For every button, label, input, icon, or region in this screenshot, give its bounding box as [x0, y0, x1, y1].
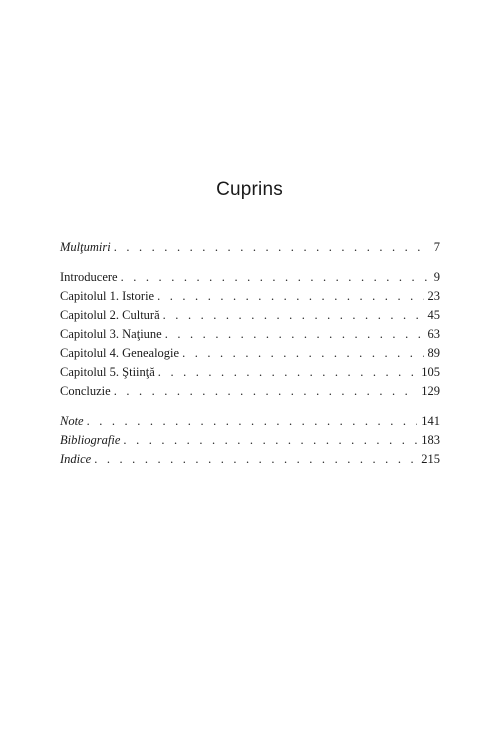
toc-entry-page: 215 [421, 452, 440, 466]
toc-entry-page: 63 [427, 327, 440, 341]
toc-leader-dots [121, 268, 430, 287]
toc-entry-page: 45 [427, 308, 440, 322]
toc-entry-capitolul-1[interactable] [60, 287, 440, 306]
toc-entry-capitolul-2[interactable] [60, 306, 440, 325]
toc-entry-label: Capitolul 2. Cultură [60, 308, 160, 322]
toc-entry-note[interactable] [60, 412, 440, 431]
toc-entry-bibliografie[interactable] [60, 431, 440, 450]
toc-entry-page: 23 [427, 289, 440, 303]
toc-leader-dots [158, 363, 417, 382]
toc-entry-label: Capitolul 5. Ştiinţă [60, 365, 155, 379]
toc-entry-page: 141 [421, 414, 440, 428]
toc-entry-label: Capitolul 4. Genealogie [60, 346, 180, 360]
page-title: Cuprins [216, 179, 283, 200]
toc-entry-capitolul-5[interactable] [60, 363, 440, 382]
toc-entry-label: Indice [60, 452, 92, 466]
toc-entry-page: 105 [421, 365, 440, 379]
toc-entry-multumiri[interactable] [60, 238, 440, 257]
toc-leader-dots [157, 287, 423, 306]
toc-entry-label: Capitolul 3. Naţiune [60, 327, 162, 341]
toc-entry-label: Bibliografie [60, 433, 121, 447]
toc-entry-page: 7 [433, 240, 440, 254]
toc-leader-dots [165, 325, 424, 344]
toc-leader-dots [182, 344, 423, 363]
table-of-contents [60, 238, 440, 469]
toc-group-front-matter [60, 238, 440, 257]
toc-entry-label: Note [60, 414, 84, 428]
toc-entry-indice[interactable] [60, 450, 440, 469]
toc-leader-dots [114, 238, 430, 257]
toc-entry-label: Capitolul 1. Istorie [60, 289, 155, 303]
toc-entry-label: Mulţumiri [60, 240, 111, 254]
toc-entry-label: Concluzie [60, 384, 111, 398]
toc-entry-page: 9 [433, 270, 440, 284]
toc-entry-page: 89 [427, 346, 440, 360]
toc-entry-concluzie[interactable] [60, 382, 440, 401]
toc-entry-page: 183 [421, 433, 440, 447]
toc-entry-label: Introducere [60, 270, 118, 284]
toc-group-chapters [60, 268, 440, 401]
toc-entry-introducere[interactable] [60, 268, 440, 287]
toc-entry-capitolul-3[interactable] [60, 325, 440, 344]
toc-leader-dots [163, 306, 424, 325]
toc-leader-dots [114, 382, 418, 401]
toc-leader-dots [94, 450, 417, 469]
toc-group-back-matter [60, 412, 440, 469]
toc-leader-dots [123, 431, 417, 450]
toc-leader-dots [87, 412, 418, 431]
toc-entry-capitolul-4[interactable] [60, 344, 440, 363]
toc-entry-page: 129 [421, 384, 440, 398]
